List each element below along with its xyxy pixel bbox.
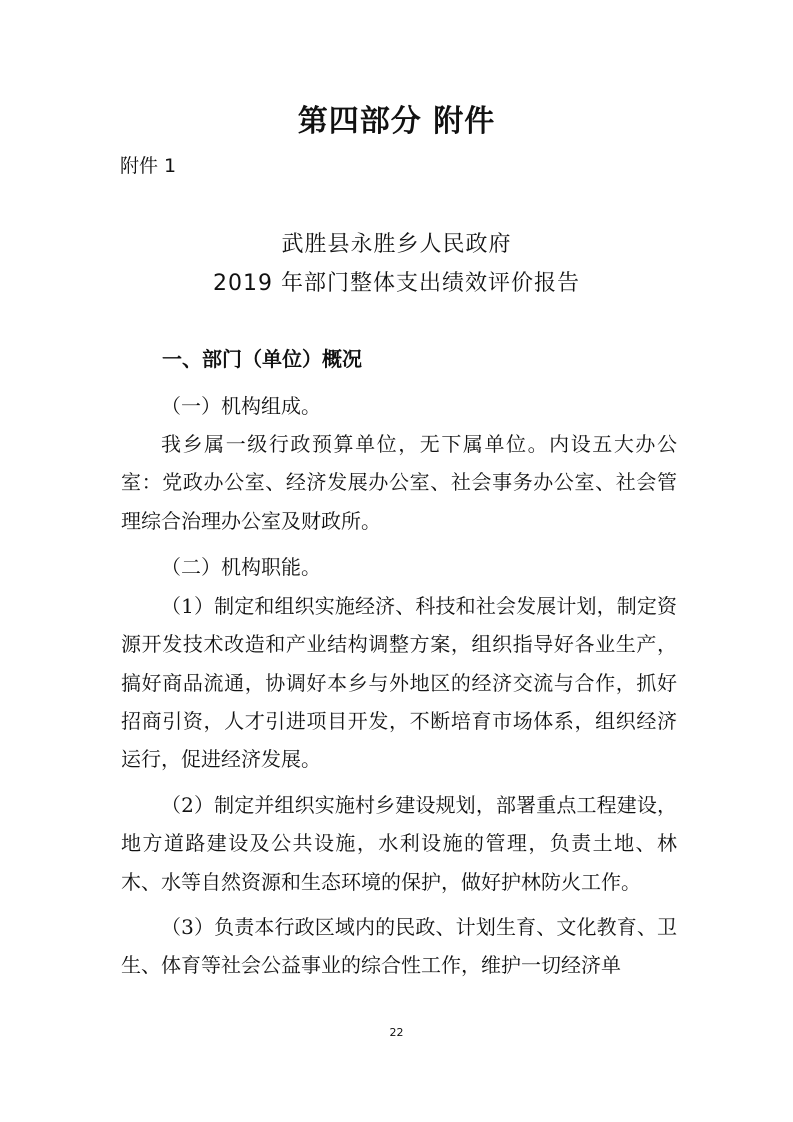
report-title-line-1: 武胜县永胜乡人民政府 bbox=[281, 232, 512, 257]
function-item-2: （2）制定并组织实施村乡建设规划，部署重点工程建设，地方道路建设及公共设施，水利设施的管理，负责土地、林木、水等自然资源和生态环境的保护，做好护林防火工作。 bbox=[121, 793, 677, 894]
sub2-heading: （二）机构职能。 bbox=[161, 555, 321, 579]
attachment-label: 附件 1 bbox=[120, 155, 177, 177]
part-title: 第四部分 附件 bbox=[297, 104, 496, 139]
page-number: 22 bbox=[389, 1026, 404, 1039]
section-heading: 一、部门（单位）概况 bbox=[162, 347, 362, 371]
function-item-1: （1）制定和组织实施经济、科技和社会发展计划，制定资源开发技术改造和产业结构调整方案，组织指导好各业生产，搞好商品流通，协调好本乡与外地区的经济交流与合作，抓好招商引资，人才引进项目开发，不断培育市场体系，组织经济运行，促进经济发展。 bbox=[121, 594, 677, 772]
function-item-3: （3）负责本行政区域内的民政、计划生育、文化教育、卫生、体育等社会公益事业的综合性工作，维护一切经济单 bbox=[121, 915, 677, 978]
sub1-heading: （一）机构组成。 bbox=[161, 394, 321, 418]
sub1-paragraph: 我乡属一级行政预算单位，无下属单位。内设五大办公室：党政办公室、经济发展办公室、社会事务办公室、社会管理综合治理办公室及财政所。 bbox=[121, 432, 677, 533]
report-title-line-2: 2019 年部门整体支出绩效评价报告 bbox=[213, 271, 580, 296]
